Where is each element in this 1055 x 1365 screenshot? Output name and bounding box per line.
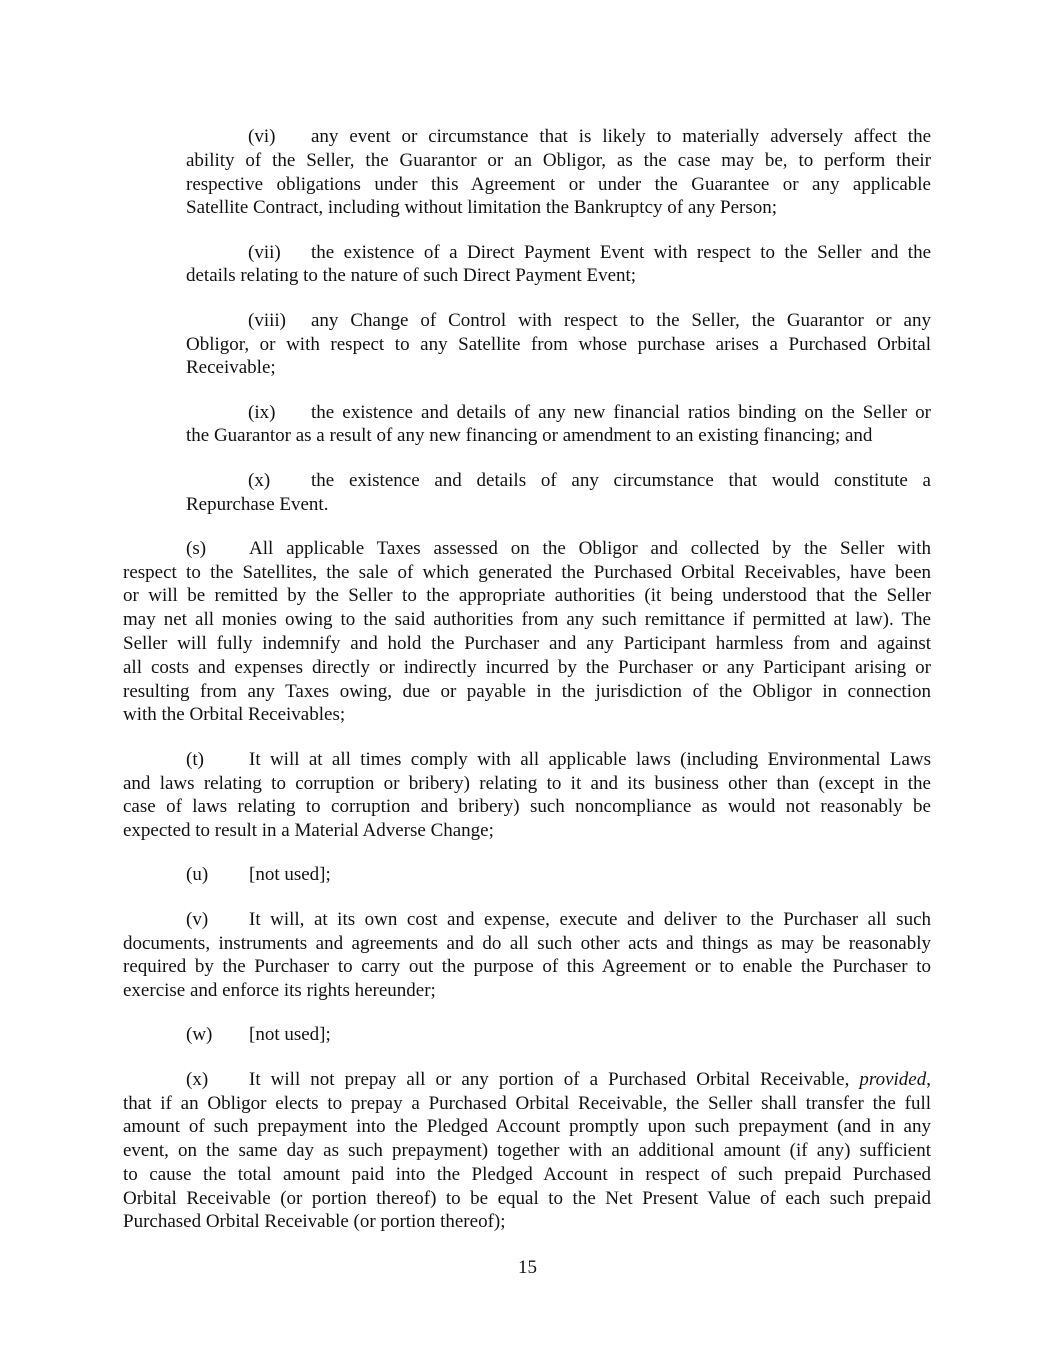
- line-text: event, on the same day as such prepayment) together with an additional amount (if any) sufficient: [123, 1140, 931, 1162]
- text-line: [123, 1023, 931, 1047]
- clause-label: (vii): [248, 241, 281, 263]
- document-body: [123, 125, 931, 1255]
- line-text: respect to the Satellites, the sale of which generated the Purchased Orbital Receivables, have been: [123, 561, 931, 583]
- emphasis-text: provided: [859, 1068, 927, 1090]
- line-text: [not used];: [249, 1024, 331, 1046]
- clause-u: [123, 863, 931, 887]
- line-text: amount of such prepayment into the Pledged Account promptly upon such prepayment (and in any: [123, 1116, 931, 1138]
- text-line: [186, 333, 931, 357]
- line-text: [not used];: [249, 864, 331, 886]
- text-line: [123, 908, 931, 932]
- line-text: any event or circumstance that is likely to materially adversely affect the: [311, 126, 931, 147]
- clause-label: (x): [248, 469, 271, 491]
- clause-x: [186, 469, 931, 517]
- line-text: any Change of Control with respect to the Seller, the Guarantor or any: [311, 309, 931, 331]
- line-text: all costs and expenses directly or indirectly incurred by the Purchaser or any Participant arising or: [123, 656, 931, 678]
- clause-label: (t): [186, 748, 204, 770]
- text-line: [186, 264, 931, 288]
- text-line: [123, 608, 931, 632]
- line-text: It will not prepay all or any portion of a Purchased Orbital Receivable,: [249, 1068, 860, 1090]
- text-line: [186, 173, 931, 197]
- line-text: the existence of a Direct Payment Event with respect to the Seller and the: [311, 241, 931, 263]
- text-line: [123, 795, 931, 819]
- clause-label: (s): [186, 537, 207, 559]
- line-text: documents, instruments and agreements and do all such other acts and things as may be reasonably: [123, 932, 931, 954]
- line-text: Obligor, or with respect to any Satellite from whose purchase arises a Purchased Orbital: [186, 333, 931, 355]
- clause-label: (v): [186, 908, 209, 930]
- line-text: case of laws relating to corruption and bribery) such noncompliance as would not reasonably be: [123, 796, 931, 818]
- line-text: the existence and details of any new financial ratios binding on the Seller or: [311, 401, 931, 423]
- text-line: [123, 680, 931, 704]
- text-line: [123, 1115, 931, 1139]
- text-line: [123, 1187, 931, 1211]
- line-text: It will at all times comply with all applicable laws (including Environmental Laws: [249, 748, 931, 770]
- text-line: [123, 955, 931, 979]
- text-line: [123, 748, 931, 772]
- line-text: exercise and enforce its rights hereunder;: [123, 980, 436, 1002]
- line-text: may net all monies owing to the said authorities from any such remittance if permitted at law). The: [123, 609, 931, 631]
- text-line: [123, 772, 931, 796]
- text-line: [186, 149, 931, 173]
- clause-label: (u): [186, 864, 209, 886]
- text-line: [186, 241, 931, 265]
- text-line: [123, 1163, 931, 1187]
- line-text: Seller will fully indemnify and hold the Purchaser and any Participant harmless from and against: [123, 633, 931, 655]
- text-line: [123, 1210, 931, 1234]
- line-text: Orbital Receivable (or portion thereof) to be equal to the Net Present Value of each such prepaid: [123, 1187, 931, 1209]
- line-text: that if an Obligor elects to prepay a Purchased Orbital Receivable, the Seller shall transfer the full: [123, 1092, 931, 1114]
- line-text: to cause the total amount paid into the Pledged Account in respect of such prepaid Purchased: [123, 1163, 931, 1185]
- line-text: All applicable Taxes assessed on the Obligor and collected by the Seller with: [249, 537, 931, 559]
- clause-label: (w): [186, 1024, 213, 1046]
- clause-viii: [186, 309, 931, 380]
- clause-v: [123, 908, 931, 1003]
- text-line: [123, 632, 931, 656]
- line-text: Purchased Orbital Receivable (or portion thereof);: [123, 1211, 506, 1233]
- text-line: [123, 561, 931, 585]
- clause-label: (viii): [248, 309, 286, 331]
- text-line: [186, 125, 931, 149]
- text-line: [123, 537, 931, 561]
- text-line: [123, 819, 931, 843]
- line-text: the Guarantor as a result of any new financing or amendment to an existing financing; and: [186, 425, 873, 447]
- clause-ix: [186, 401, 931, 449]
- text-line: [123, 584, 931, 608]
- text-line: [123, 1139, 931, 1163]
- line-text: and laws relating to corruption or bribery) relating to it and its business other than (except in the: [123, 772, 931, 794]
- text-line: [123, 1068, 931, 1092]
- line-text: Receivable;: [186, 357, 276, 379]
- clause-vi: [186, 125, 931, 220]
- text-line: [186, 356, 931, 380]
- clause-x: [123, 1068, 931, 1235]
- text-line: [123, 1092, 931, 1116]
- line-text: the existence and details of any circumstance that would constitute a: [311, 469, 931, 491]
- page-number: 15: [518, 1257, 537, 1278]
- text-line: [123, 932, 931, 956]
- text-line: [123, 703, 931, 727]
- clause-label: (x): [186, 1068, 209, 1090]
- text-line: [186, 424, 931, 448]
- text-line: [123, 656, 931, 680]
- line-text: ability of the Seller, the Guarantor or an Obligor, as the case may be, to perform their: [186, 149, 931, 171]
- text-line: [186, 493, 931, 517]
- clause-vii: [186, 241, 931, 289]
- text-line: [186, 196, 931, 220]
- line-text: with the Orbital Receivables;: [123, 704, 346, 726]
- clause-w: [123, 1023, 931, 1047]
- line-text: respective obligations under this Agreement or under the Guarantee or any applicable: [186, 173, 931, 195]
- clause-t: [123, 748, 931, 843]
- line-text: resulting from any Taxes owing, due or payable in the jurisdiction of the Obligor in connection: [123, 680, 931, 702]
- text-line: [123, 863, 931, 887]
- clause-label: (ix): [248, 401, 276, 423]
- line-text: details relating to the nature of such Direct Payment Event;: [186, 265, 637, 287]
- line-text: Satellite Contract, including without limitation the Bankruptcy of any Person;: [186, 197, 778, 219]
- text-line: [186, 401, 931, 425]
- line-text: It will, at its own cost and expense, execute and deliver to the Purchaser all such: [249, 908, 931, 930]
- line-text: required by the Purchaser to carry out the purpose of this Agreement or to enable the Purchaser to: [123, 956, 931, 978]
- line-text: or will be remitted by the Seller to the appropriate authorities (it being understood that the Seller: [123, 585, 931, 607]
- clause-s: [123, 537, 931, 727]
- line-text: ,: [926, 1068, 931, 1090]
- text-line: [186, 309, 931, 333]
- clause-label: (vi): [248, 126, 276, 147]
- line-text: Repurchase Event.: [186, 493, 329, 515]
- text-line: [186, 469, 931, 493]
- text-line: [123, 979, 931, 1003]
- line-text: expected to result in a Material Adverse Change;: [123, 820, 494, 842]
